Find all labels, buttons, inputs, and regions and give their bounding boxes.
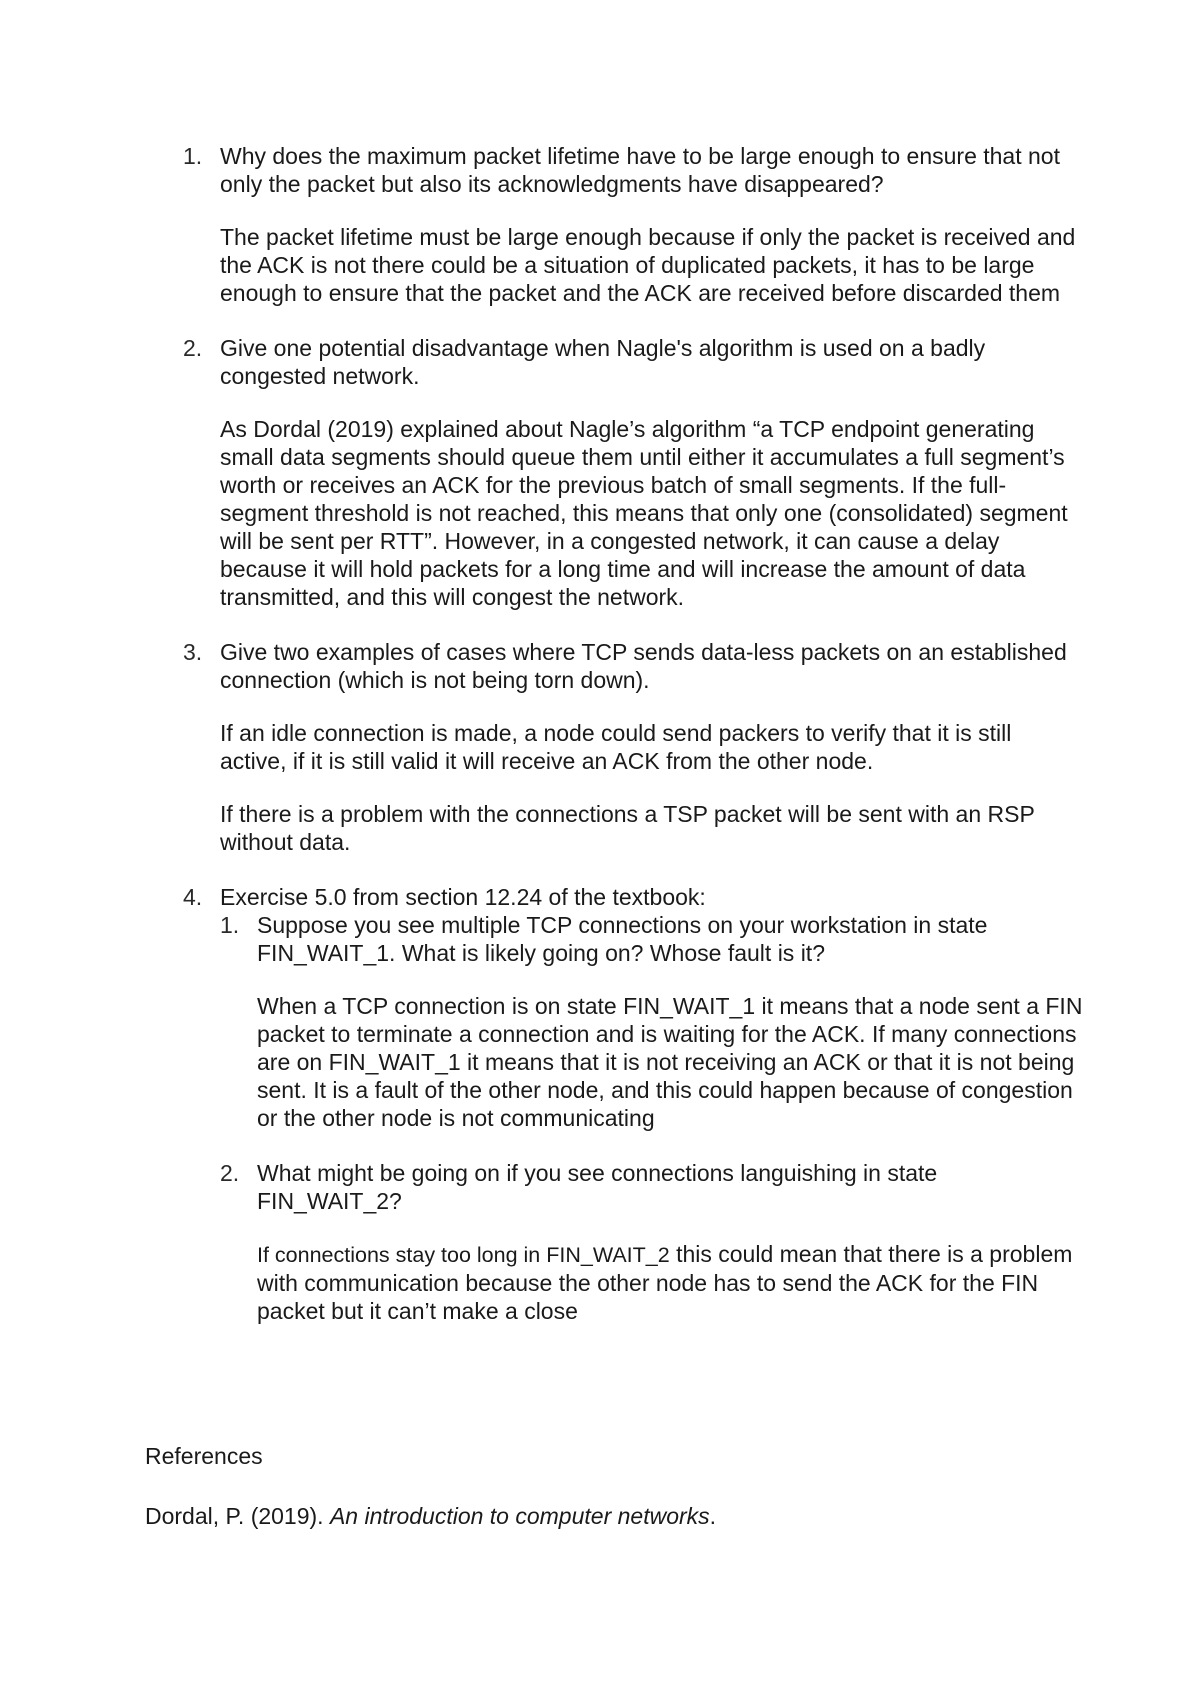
subquestion-item-1 [220,911,1083,1132]
subquestion-number: 1. [220,912,240,938]
question-text: Give one potential disadvantage when Nagle's algorithm is used on a badly congested network. [220,335,986,389]
question-list [183,142,1083,1352]
answer-paragraph: If an idle connection is made, a node could send packers to verify that it is still active, if it is still valid it will receive an ACK from the other node. [220,720,1012,774]
subquestion-text: What might be going on if you see connections languishing in state FIN_WAIT_2? [257,1160,938,1214]
question-item-4 [183,883,1083,1325]
answer-paragraph: As Dordal (2019) explained about Nagle’s algorithm “a TCP endpoint generating small data segments should queue them until either it accumulates a full segment’s worth or receives an ACK for the previous batch of small segments. If the full-segment threshold is not reached, this means that only one (consolidated) segment will be sent per RTT”. However, in a congested network, it can cause a delay because it will hold packets for a long time and will increase the amount of data transmitted, and this will congest the network. [220,416,1068,610]
answer-text-small: If connections stay too long in FIN_WAIT_2 [257,1243,670,1267]
answer-text-rest: this could mean that there is a problem with communication because the other node has to send the ACK for the FIN packet but it can’t make a close [257,1241,1073,1324]
question-text: Why does the maximum packet lifetime have to be large enough to ensure that not only the packet but also its acknowledgments have disappeared? [220,143,1060,197]
reference-author: Dordal, P. (2019). [145,1503,330,1529]
subquestion-list [220,911,1083,1325]
question-item-2 [183,334,1083,611]
answer-paragraph: The packet lifetime must be large enough because if only the packet is received and the ACK is not there could be a situation of duplicated packets, it has to be large enough to ensure that the packet and the ACK are received before discarded them [220,224,1076,306]
subquestion-answer [257,1240,1083,1325]
answer-paragraph: If there is a problem with the connections a TSP packet will be sent with an RSP without data. [220,801,1035,855]
question-item-3 [183,638,1083,856]
question-item-1 [183,142,1083,307]
subquestion-text: Suppose you see multiple TCP connections on your workstation in state FIN_WAIT_1. What is likely going on? Whose fault is it? [257,912,988,966]
reference-entry [145,1502,716,1530]
question-number: 3. [183,639,203,665]
question-text: Give two examples of cases where TCP sends data-less packets on an established connection (which is not being torn down). [220,639,1067,693]
question-text: Exercise 5.0 from section 12.24 of the textbook: [220,884,706,910]
reference-end: . [709,1503,717,1529]
subquestion-number: 2. [220,1160,240,1186]
reference-title: An introduction to computer networks [329,1503,710,1529]
question-number: 2. [183,335,203,361]
question-number: 4. [183,884,203,910]
references-heading: References [145,1443,263,1469]
question-number: 1. [183,143,203,169]
subquestion-answer: When a TCP connection is on state FIN_WAIT_1 it means that a node sent a FIN packet to terminate a connection and is waiting for the ACK. If many connections are on FIN_WAIT_1 it means that it is not receiving an ACK or that it is not being sent. It is a fault of the other node, and this could happen because of congestion or the other node is not communicating [257,993,1083,1131]
subquestion-item-2 [220,1159,1083,1325]
